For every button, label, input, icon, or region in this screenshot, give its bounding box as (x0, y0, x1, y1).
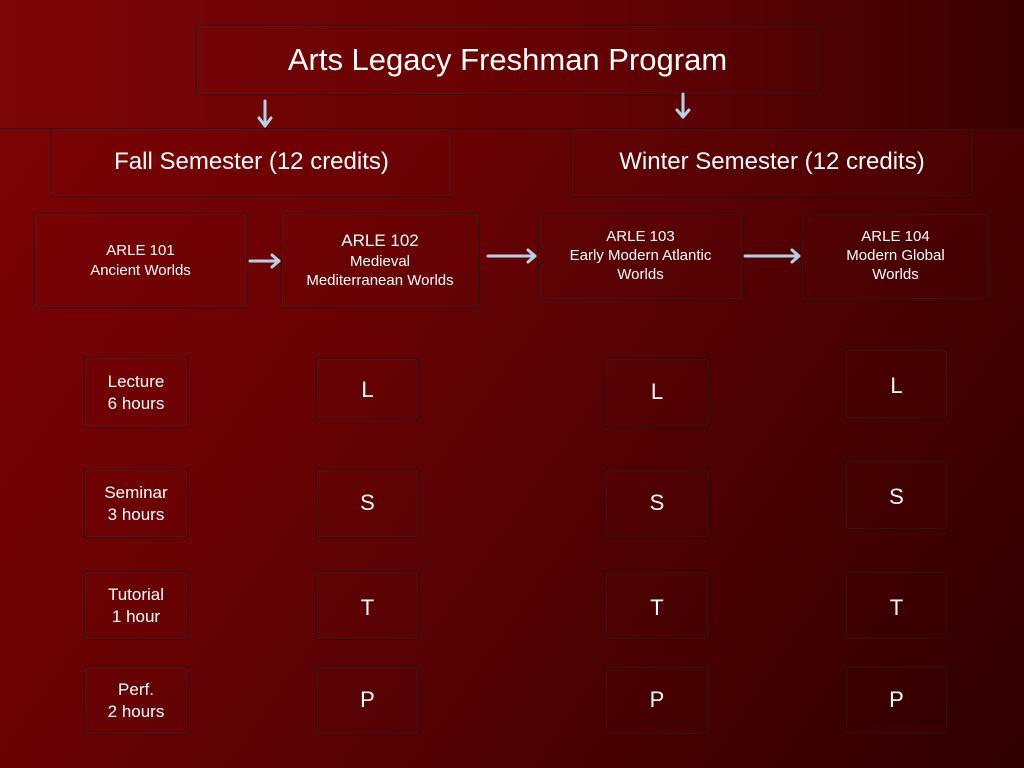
component-hours: 2 hours (107, 701, 165, 721)
arle-103-lecture: L (605, 358, 709, 427)
arle-102-performance: P (316, 666, 419, 735)
component-hours: 6 hours (107, 393, 165, 413)
course-code: ARLE 102 (341, 231, 419, 250)
tutorial-label (84, 571, 188, 640)
seminar-label (84, 469, 188, 538)
arle-103-tutorial: T (605, 571, 709, 640)
arle-102-seminar: S (316, 469, 419, 538)
arle-104-seminar: S (845, 460, 948, 530)
course-name-line1: Medieval (349, 252, 411, 270)
course-arle-104 (801, 213, 990, 300)
course-code: ARLE 101 (106, 242, 175, 260)
course-name-line1: Early Modern Atlantic (569, 247, 712, 265)
course-name-line2: Worlds (872, 266, 919, 284)
component-type: Lecture (107, 371, 165, 391)
component-type: Seminar (104, 482, 168, 502)
course-code: ARLE 103 (606, 228, 675, 245)
arle-104-tutorial: T (845, 571, 948, 640)
course-arle-102 (281, 213, 479, 308)
arrow-right-icon (250, 255, 279, 267)
component-type: Tutorial (107, 584, 165, 604)
arle-103-performance: P (605, 666, 709, 735)
arle-102-tutorial: T (316, 571, 419, 640)
course-arle-101 (34, 213, 247, 308)
arle-102-lecture: L (316, 358, 419, 419)
course-arle-103 (538, 213, 743, 300)
winter-semester-box: Winter Semester (12 credits) (571, 128, 973, 197)
arle-104-lecture: L (845, 349, 948, 419)
fall-semester-box: Fall Semester (12 credits) (51, 128, 452, 197)
component-hours: 3 hours (107, 504, 165, 524)
course-name: Ancient Worlds (90, 261, 191, 279)
program-title: Arts Legacy Freshman Program (196, 25, 819, 95)
arrow-right-icon (745, 250, 799, 262)
course-name-line2: Worlds (617, 266, 664, 284)
arle-104-performance: P (845, 666, 948, 735)
course-name-line1: Modern Global (846, 247, 945, 265)
performance-label (84, 666, 188, 735)
component-type: Perf. (118, 679, 154, 699)
course-name-line2: Mediterranean Worlds (306, 271, 454, 289)
component-hours: 1 hour (111, 606, 161, 626)
lecture-label (84, 357, 188, 428)
arrow-right-icon (488, 250, 535, 262)
arle-103-seminar: S (605, 469, 709, 538)
course-code: ARLE 104 (861, 228, 930, 245)
